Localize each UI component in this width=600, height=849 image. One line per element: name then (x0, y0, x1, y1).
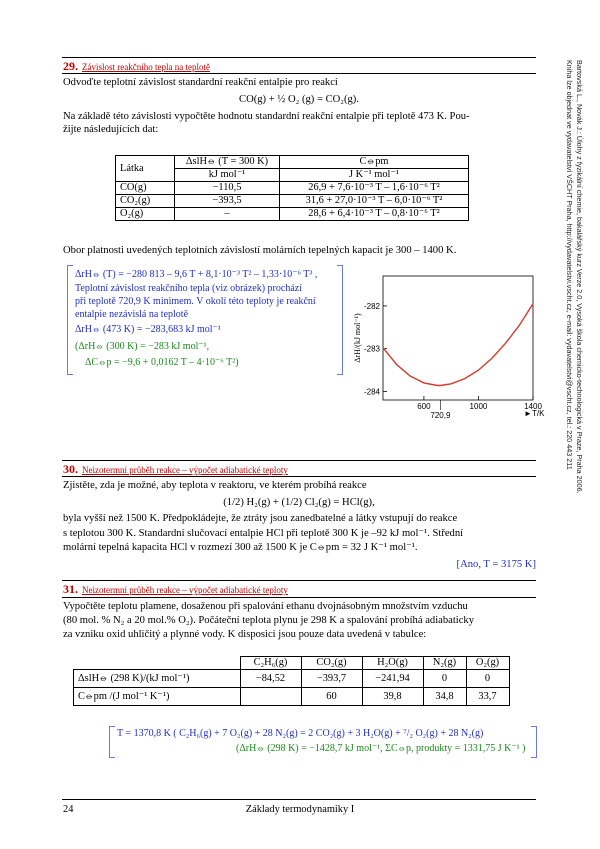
answer-31-bracket-right (531, 726, 537, 758)
answer-29-line2: Teplotní závislost reakčního tepla (viz obrázek) prochází (75, 283, 302, 294)
table-header: N₂(g) (423, 657, 466, 670)
table-cell-cp: 26,9 + 7,6·10⁻³ T – 1,6·10⁻⁶ T² (280, 182, 469, 195)
answer-29-line7: ΔC⦵p = −9,6 + 0,0162 T – 4·10⁻⁶ T²) (85, 357, 239, 368)
side-citation (556, 60, 596, 620)
p31-data-table (73, 656, 510, 706)
answer-29-bracket-left (67, 265, 73, 375)
chart-x-tick-label: 1400 (524, 402, 542, 411)
table-header-cp: C⦵pm (280, 156, 469, 169)
problem-31-title: Neizotermní průběh reakce – výpočet adiabatické teploty (82, 585, 288, 595)
table-cell-dh: −393,5 (175, 195, 280, 208)
p31-text3: za vzniku oxid uhličitý a plynné vody. K disposici jsou pouze data uvedená v tabulce: (63, 629, 427, 640)
table-row (116, 208, 469, 221)
problem-29-title: Závislost reakčního tepla na teplotě (82, 62, 210, 72)
problem-30-heading (63, 462, 288, 477)
rule-30-top (62, 460, 536, 461)
chart-series-line (383, 304, 533, 386)
table-cell-cp: 28,6 + 6,4·10⁻³ T – 0,8·10⁻⁶ T² (280, 208, 469, 221)
p29-text4: Obor platnosti uvedených teplotních závislostí molárních tepelných kapacit je 300 – 1400 K. (63, 245, 457, 256)
rule-31-top (62, 580, 536, 581)
p29-text3: žijte následujících dat: (63, 124, 159, 135)
footer-page-number: 24 (63, 804, 74, 815)
rule-29-bottom (62, 73, 536, 74)
table-corner (74, 657, 241, 670)
table-cell: 0 (423, 670, 466, 688)
p30-reaction: (1/2) H₂(g) + (1/2) Cl₂(g) = HCl(g), (223, 497, 375, 508)
p30-answer: [Ano, T = 3175 K] (456, 559, 536, 570)
answer-29-line6: (ΔrH⦵ (300 K) = −283 kJ mol⁻¹, (75, 341, 210, 352)
chart-y-tick-label: -284 (363, 387, 380, 397)
problem-29-number: 29. (63, 59, 78, 73)
table-row (116, 195, 469, 208)
answer-31-bracket-left (109, 726, 115, 758)
chart-ylabel: ΔrH/(kJ mol⁻¹) (353, 313, 362, 363)
enthalpy-chart (346, 268, 546, 428)
chart-x-marker-label: 720,9 (430, 411, 451, 420)
table-cell: 34,8 (423, 688, 466, 706)
table-cell-latka: CO(g) (116, 182, 175, 195)
p31-text1: Vypočtěte teplotu plamene, dosaženou při spalování ethanu dvojnásobným množstvím vzduchu (63, 601, 468, 612)
chart-x-tick-label: 1000 (469, 402, 488, 411)
rule-29-top (62, 57, 536, 58)
table-cell: 39,8 (362, 688, 423, 706)
table-header: C₂H₆(g) (240, 657, 301, 670)
table-header-latka: Látka (116, 156, 175, 182)
problem-30-number: 30. (63, 462, 78, 476)
rule-30-bottom (62, 476, 536, 477)
table-cell: 0 (466, 670, 509, 688)
table-cell: −84,52 (240, 670, 301, 688)
answer-29-line3: při teplotě 720,9 K minimem. V okolí této teploty je reakční (75, 296, 316, 307)
footer-title: Základy termodynamiky I (245, 804, 355, 815)
chart-x-tick-label: 600 (417, 402, 431, 411)
footer-rule (62, 799, 536, 800)
chart-y-tick-label: -282 (363, 301, 380, 311)
chart-y-tick-label: -283 (363, 344, 380, 354)
table-cell-dh: −110,5 (175, 182, 280, 195)
problem-30-title: Neizotermní průběh reakce – výpočet adiabatické teploty (82, 465, 288, 475)
table-cell: −393,7 (301, 670, 362, 688)
p29-text1: Odvoďte teplotní závislost standardní reakční entalpie pro reakci (63, 77, 338, 88)
p29-text2: Na základě této závislosti vypočtěte hodnotu standardní reakční entalpie při teplotě 473 K. Pou- (63, 111, 470, 122)
table-header: H₂O(g) (362, 657, 423, 670)
table-header-dh-unit: kJ mol⁻¹ (175, 169, 280, 182)
table-cell-cp: 31,6 + 27,0·10⁻³ T – 6,0·10⁻⁶ T² (280, 195, 469, 208)
problem-31-heading (63, 582, 288, 597)
table-cell: 33,7 (466, 688, 509, 706)
table-row-label: ΔslH⦵ (298 K)/(kJ mol⁻¹) (74, 670, 241, 688)
table-header-cp-unit: J K⁻¹ mol⁻¹ (280, 169, 469, 182)
answer-31-line2: (ΔrH⦵ (298 K) = −1428,7 kJ mol⁻¹, ΣC⦵p, produkty = 1331,75 J K⁻¹ ) (236, 743, 526, 754)
table-cell-latka: O₂(g) (116, 208, 175, 221)
table-header: CO₂(g) (301, 657, 362, 670)
table-row (116, 182, 469, 195)
chart-xlabel: T/K (532, 409, 545, 418)
table-cell: −241,94 (362, 670, 423, 688)
answer-31-line1: T = 1370,8 K ( C₂H₆(g) + 7 O₂(g) + 28 N₂(g) = 2 CO₂(g) + 3 H₂O(g) + ⁷/₂ O₂(g) + 28 N₂(g) (117, 728, 484, 739)
p31-text2: (80 mol. % N₂ a 20 mol.% O₂). Počáteční teplota plynu je 298 K a spalování probíhá adiabaticky (63, 615, 475, 626)
p30-text3: s teplotou 300 K. Standardní slučovací entalpie HCl při teplotě 300 K je –92 kJ mol⁻¹. Střední (63, 528, 464, 539)
p30-text1: Zjistěte, zda je možné, aby teplota v reaktoru, ve kterém probíhá reakce (63, 480, 367, 491)
table-row (74, 670, 510, 688)
table-cell-latka: CO₂(g) (116, 195, 175, 208)
table-header: O₂(g) (466, 657, 509, 670)
p30-text2: byla vyšší než 1500 K. Předpokládejte, že ztráty jsou zanedbatelné a látky vstupují do reakce (63, 513, 458, 524)
problem-31-number: 31. (63, 582, 78, 596)
answer-29-line1: ΔrH⦵ (T) = −280 813 – 9,6 T + 8,1·10⁻³ T² – 1,33·10⁻⁶ T³ , (75, 269, 318, 280)
rule-31-bottom (62, 597, 536, 598)
side-citation-line1: Bartovská L., Novák J.: Úlohy z fyzikální chemie, bakalářský kurz Verze 2.0, Vysoká škola chemicko-technologická v Praze, Praha 2006. (575, 60, 584, 494)
table-cell (240, 688, 301, 706)
table-cell-dh: – (175, 208, 280, 221)
p30-text4: molární tepelná kapacita HCl v rozmezí 300 až 1500 K je C⦵pm = 32 J K⁻¹ mol⁻¹. (63, 542, 418, 553)
chart-xlabel-arrow: ► (524, 409, 532, 418)
p29-reaction: CO(g) + ½ O₂ (g) = CO₂(g). (239, 94, 359, 105)
answer-29-bracket-right (337, 265, 343, 375)
table-row-label: C⦵pm /(J mol⁻¹ K⁻¹) (74, 688, 241, 706)
answer-29-line5: ΔrH⦵ (473 K) = −283,683 kJ mol⁻¹ (75, 324, 221, 335)
p29-data-table (115, 155, 469, 221)
side-citation-line2: Kniha lze objednat ve vydavatelství VŠCHT Praha, http://vydavatelstvi.vscht.cz, e-mail: vydavatelstvi@vscht.cz, tel.: 220 443 211 (565, 60, 574, 470)
table-cell: 60 (301, 688, 362, 706)
problem-29-heading (63, 59, 210, 74)
answer-29-line4: entalpie nezávislá na teplotě (75, 309, 189, 320)
table-row (74, 688, 510, 706)
table-header-dh: ΔslH⦵ (T = 300 K) (175, 156, 280, 169)
